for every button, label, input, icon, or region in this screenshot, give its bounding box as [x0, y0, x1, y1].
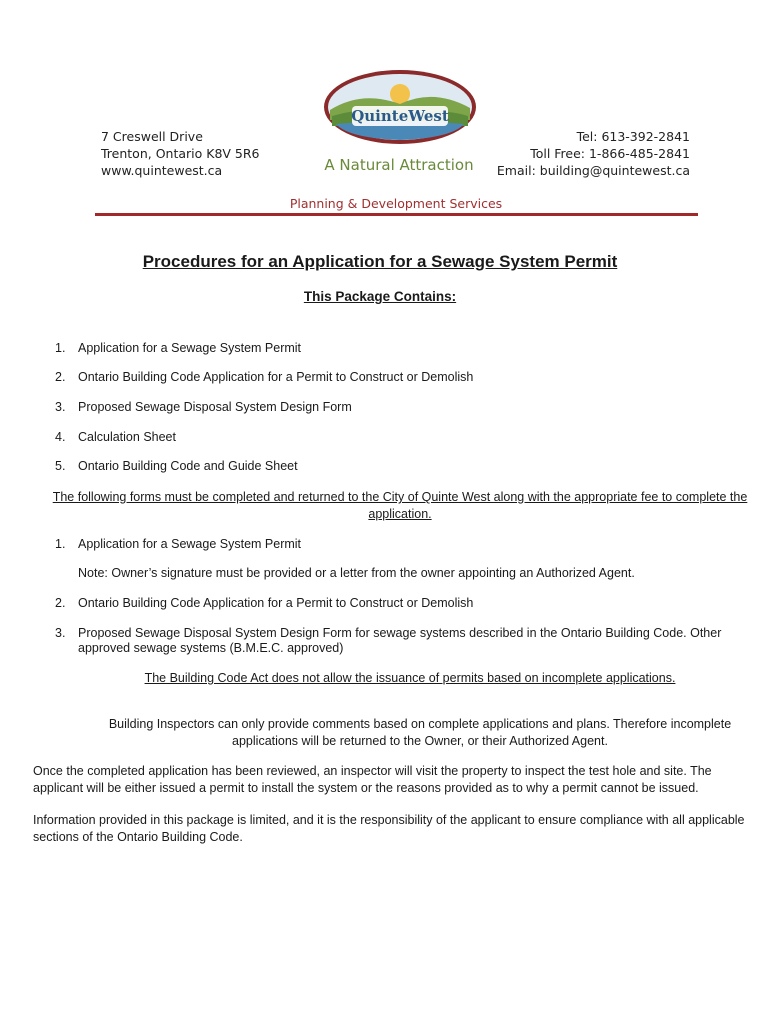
list-item-text: Ontario Building Code Application for a Permit to Construct or Demolish [78, 596, 474, 610]
contact-block [497, 128, 690, 179]
inspectors-notice-line: Building Inspectors can only provide comments based on complete applications and plans. Therefore incomplete [108, 717, 732, 731]
forms-intro-line: The following forms must be completed and returned to the City of Quinte West along with the appropriate fee to complete the [52, 490, 748, 504]
logo-graphic [322, 68, 478, 146]
review-paragraph: Once the completed application has been reviewed, an inspector will visit the property to inspect the test hole and site. The applicant will be either issued a permit to install the system or the reasons provided as to why a permit cannot be issued. [33, 764, 712, 795]
list-item-number: 3. [55, 626, 66, 640]
address-city: Trenton, Ontario K8V 5R6 [101, 146, 260, 161]
information-paragraph: Information provided in this package is limited, and it is the responsibility of the applicant to ensure compliance with all applicable sections of the Ontario Building Code. [33, 813, 745, 844]
email-address[interactable]: Email: building@quintewest.ca [496, 163, 690, 178]
logo-wordmark: QuinteWest [351, 107, 449, 125]
list-item-number: 2. [55, 596, 66, 610]
list-item-number: 2. [55, 370, 66, 384]
inspectors-notice [90, 716, 750, 750]
forms-intro [40, 489, 760, 523]
owner-signature-note: Note: Owner’s signature must be provided or a letter from the owner appointing an Authorized Agent. [78, 566, 635, 580]
address-street: 7 Creswell Drive [101, 129, 203, 144]
address-block [101, 128, 260, 179]
list-item-text: Application for a Sewage System Permit [78, 341, 302, 355]
inspectors-notice-line: applications will be returned to the Owner, or their Authorized Agent. [232, 734, 608, 748]
list-item-text: Proposed Sewage Disposal System Design Form [78, 400, 352, 414]
list-item-text: Application for a Sewage System Permit [78, 537, 302, 551]
tagline: A Natural Attraction [324, 156, 474, 174]
quinte-west-logo [322, 68, 478, 146]
phone-number: Tel: 613-392-2841 [576, 129, 690, 144]
list-item-number: 4. [55, 430, 66, 444]
toll-free-number: Toll Free: 1-866-485-2841 [530, 146, 690, 161]
list-item-text: Calculation Sheet [78, 430, 176, 444]
list-item-number: 5. [55, 459, 66, 473]
header-divider [95, 213, 698, 216]
website-link[interactable]: www.quintewest.ca [101, 163, 223, 178]
document-title: Procedures for an Application for a Sewage System Permit [142, 252, 618, 271]
list-item-text: Ontario Building Code Application for a Permit to Construct or Demolish [78, 370, 474, 384]
list-item-number: 3. [55, 400, 66, 414]
forms-intro-line: application. [368, 507, 432, 521]
list-item-number: 1. [55, 537, 66, 551]
department-name: Planning & Development Services [289, 196, 503, 211]
list-item-text: Ontario Building Code and Guide Sheet [78, 459, 298, 473]
building-code-act-notice: The Building Code Act does not allow the issuance of permits based on incomplete applications. [144, 671, 676, 685]
list-item-text: Proposed Sewage Disposal System Design Form for sewage systems described in the Ontario Building Code. Other approved sewage systems (B.M.E.C. approved) [78, 626, 722, 655]
list-item-number: 1. [55, 341, 66, 355]
package-contents-heading: This Package Contains: [303, 289, 457, 304]
